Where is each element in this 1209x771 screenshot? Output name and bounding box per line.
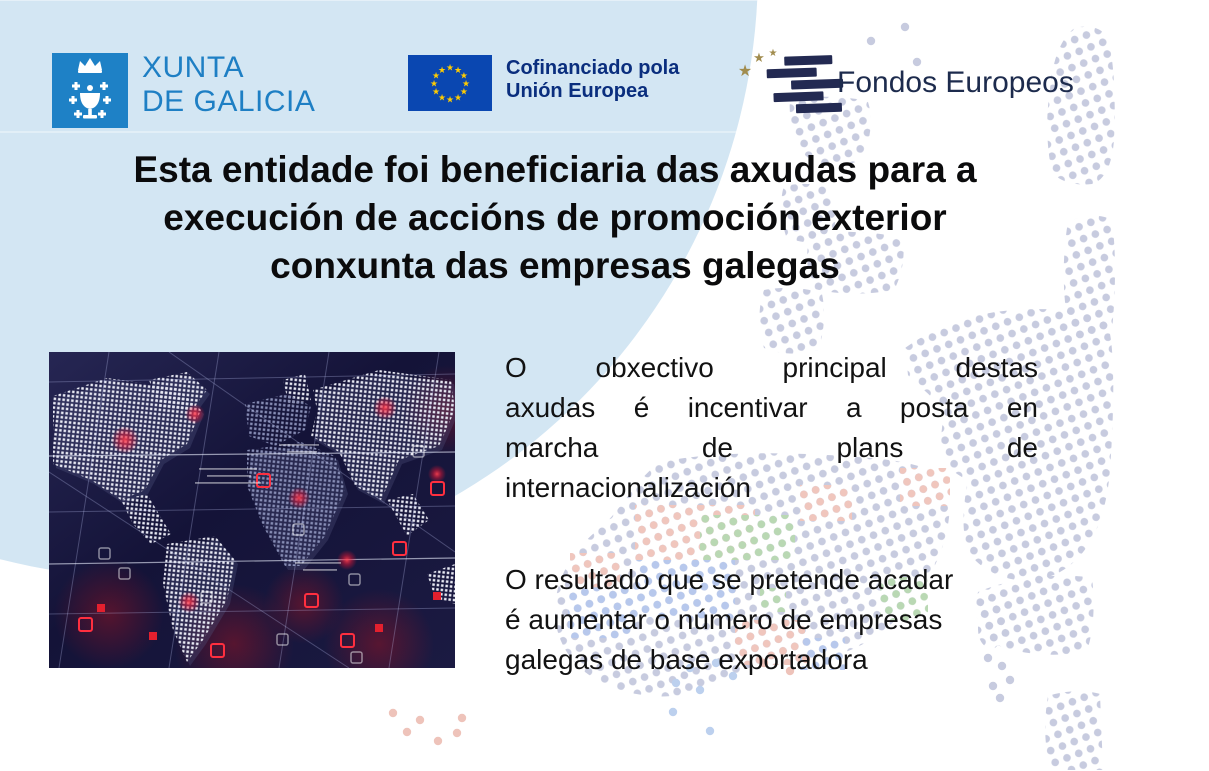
- page-title: [60, 146, 1050, 290]
- svg-text:★: ★: [461, 79, 471, 90]
- eu-cofunding-label: [506, 57, 679, 103]
- svg-text:★: ★: [768, 48, 778, 59]
- result-paragraph: [505, 560, 1038, 680]
- result-line1: O resultado que se pretende acadar: [505, 564, 954, 595]
- objective-line3: marcha de plans de: [505, 432, 1038, 463]
- result-line2: é aumentar o número de empresas: [505, 604, 943, 635]
- eu-flag-icon: [408, 55, 492, 116]
- xunta-emblem-icon: [52, 53, 128, 128]
- svg-text:★: ★: [437, 65, 447, 76]
- objective-line1: O obxectivo principal destas: [505, 352, 1038, 383]
- world-map-image: [49, 352, 455, 668]
- svg-text:★: ★: [453, 93, 463, 104]
- svg-text:★: ★: [432, 71, 441, 82]
- page-title-line3: conxunta das empresas galegas: [270, 245, 840, 286]
- page-title-line2: execución de accións de promoción exterior: [163, 197, 947, 238]
- svg-text:★: ★: [432, 87, 441, 98]
- svg-text:★: ★: [737, 61, 753, 80]
- svg-text:★: ★: [429, 79, 439, 90]
- svg-text:★: ★: [753, 51, 765, 66]
- objective-line2: axudas é incentivar a posta en: [505, 392, 1038, 423]
- svg-text:★: ★: [437, 93, 447, 104]
- xunta-wordmark-line1: XUNTA: [142, 51, 244, 84]
- objective-paragraph: [505, 348, 1038, 508]
- eu-cofunding-line2: Unión Europea: [506, 80, 649, 102]
- svg-text:★: ★: [459, 71, 468, 82]
- page-title-line1: Esta entidade foi beneficiaria das axudas para a: [133, 149, 977, 190]
- eu-cofunding-line1: Cofinanciado pola: [506, 57, 680, 79]
- svg-text:★: ★: [445, 63, 455, 74]
- svg-text:★: ★: [445, 95, 455, 106]
- svg-text:★: ★: [459, 87, 468, 98]
- xunta-wordmark-line2: DE GALICIA: [142, 85, 316, 118]
- fondos-europeos-label: Fondos Europeos: [837, 66, 1074, 99]
- svg-text:★: ★: [453, 65, 463, 76]
- xunta-de-galicia-logo: [52, 53, 128, 133]
- result-line3: galegas de base exportadora: [505, 644, 868, 675]
- xunta-wordmark: [142, 51, 315, 119]
- objective-line4: internacionalización: [505, 472, 751, 503]
